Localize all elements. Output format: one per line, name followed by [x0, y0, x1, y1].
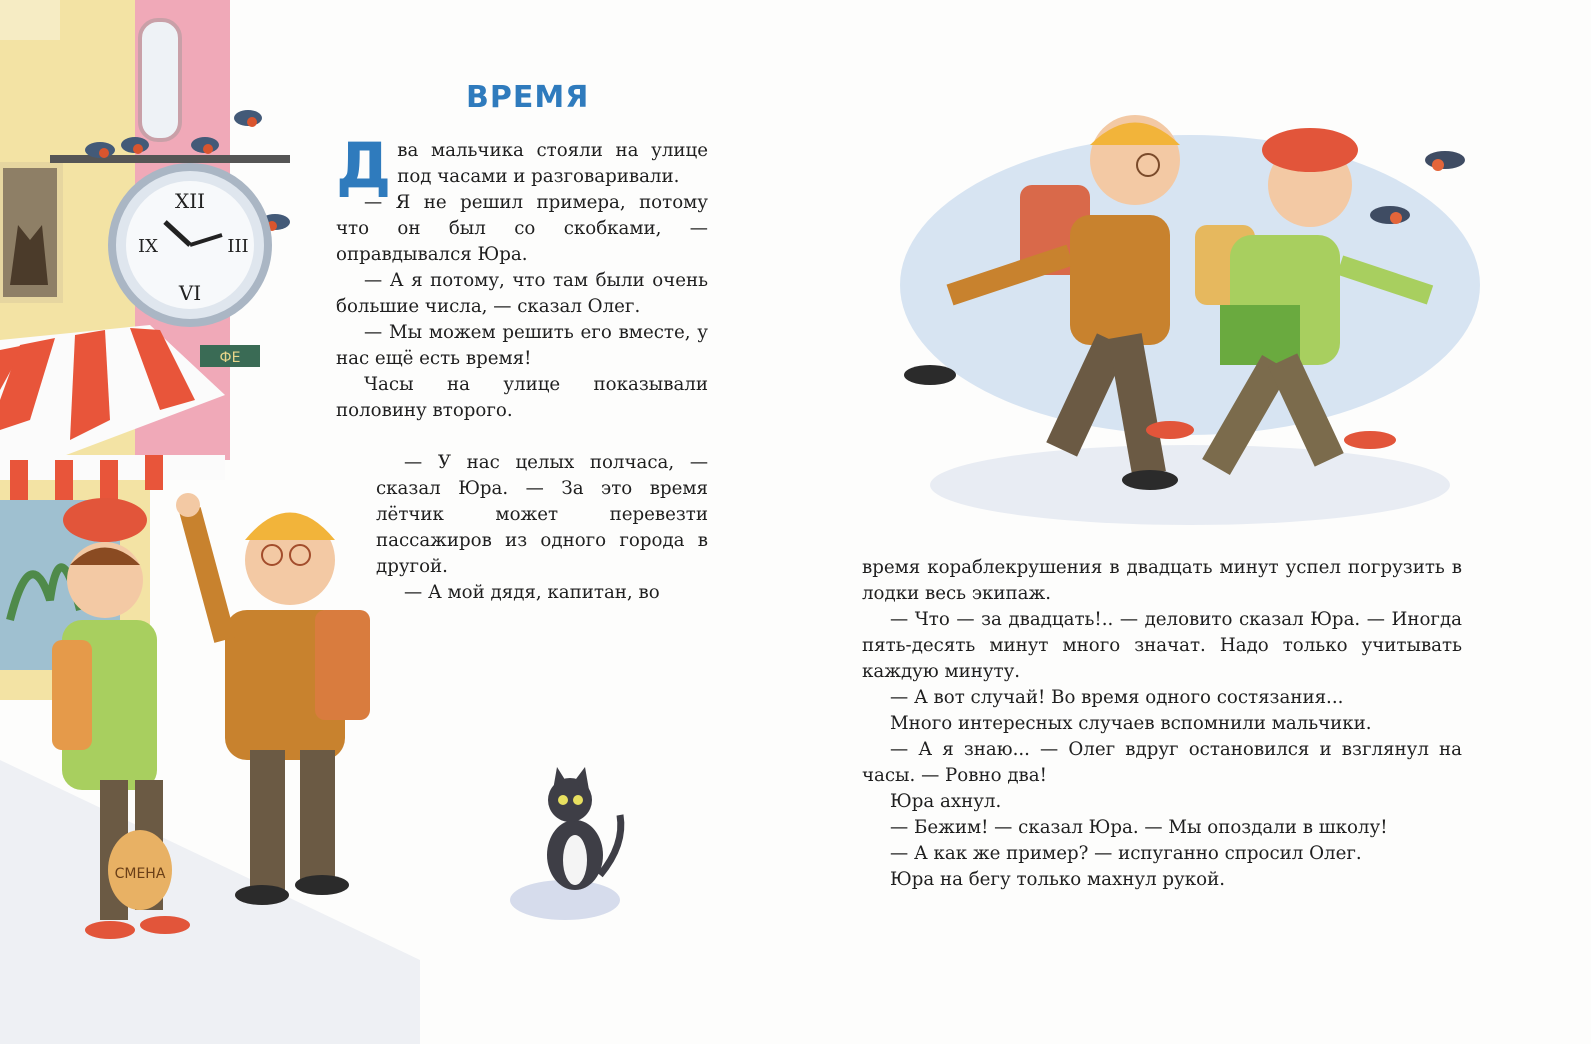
paragraph: — У нас целых полчаса, — сказал Юра. — За это время лётчик может перевезти пассажиров из одного города в другой. [376, 452, 708, 577]
paragraph: — А вот случай! Во время одного состязания... [890, 687, 1344, 708]
paragraph: Часы на улице показывали половину второго. [336, 374, 708, 421]
paragraph: — А мой дядя, капитан, во [404, 582, 660, 603]
paragraph: Юра ахнул. [890, 791, 1002, 812]
right-text-block [862, 555, 1462, 893]
bag-label: СМЕНА [114, 866, 166, 882]
cafe-sign-text: ФЕ [219, 350, 241, 366]
paragraph: — Мы можем решить его вместе, у нас ещё есть время! [336, 322, 708, 369]
arched-window [140, 20, 180, 140]
drop-cap-letter: Д [336, 129, 392, 202]
svg-text:XII: XII [174, 189, 206, 213]
first-paragraph-text: ва мальчика стояли на улице под часами и разговаривали. [397, 140, 708, 187]
svg-text:III: III [227, 236, 249, 257]
paragraph: время кораблекрушения в двадцать минут успел погрузить в лодки весь экипаж. [862, 557, 1462, 604]
sign-bracket [50, 155, 290, 163]
left-text-block-top [336, 129, 708, 424]
paragraph: — А я потому, что там были очень большие числа, — сказал Олег. [336, 270, 708, 317]
paragraph: — Что — за двадцать!.. — деловито сказал Юра. — Иногда пять-десять минут много значат. Надо только учитывать каждую минуту. [862, 609, 1462, 682]
running-boys-illustration [890, 85, 1490, 540]
paragraph: — А как же пример? — испуганно спросил Олег. [890, 843, 1362, 864]
street-clock-icon [112, 167, 268, 323]
paragraph: — А я знаю... — Олег вдруг остановился и взглянул на часы. — Ровно два! [862, 739, 1462, 786]
paragraph: Много интересных случаев вспомнили мальчики. [890, 713, 1372, 734]
paragraph: — Бежим! — сказал Юра. — Мы опоздали в школу! [890, 817, 1388, 838]
first-paragraph [336, 129, 708, 202]
left-page [0, 0, 795, 1044]
page-title: ВРЕМЯ [466, 80, 590, 115]
svg-text:VI: VI [178, 281, 202, 305]
cat-illustration [505, 755, 645, 925]
svg-text:IX: IX [138, 236, 158, 257]
paragraph: — Я не решил примера, потому что он был со скобками, — оправдывался Юра. [336, 192, 708, 265]
ground-shadow [0, 760, 420, 1044]
left-text-block-bottom [376, 450, 708, 606]
paragraph: Юра на бегу только махнул рукой. [890, 869, 1225, 890]
boy-oleg-figure [176, 493, 370, 905]
